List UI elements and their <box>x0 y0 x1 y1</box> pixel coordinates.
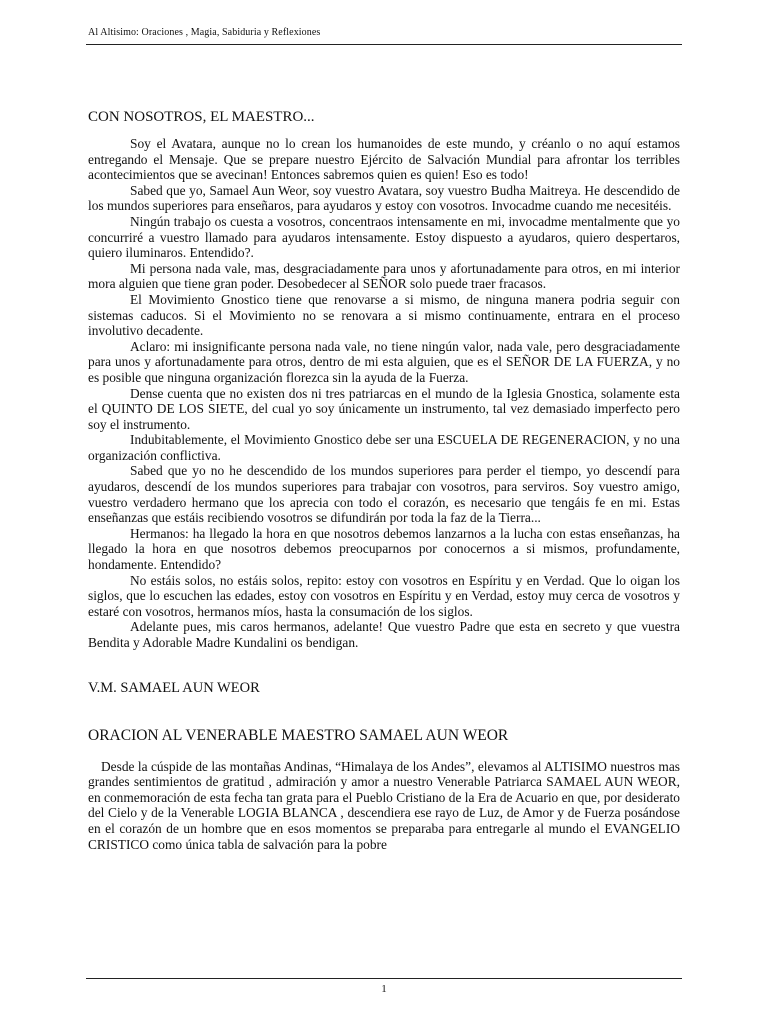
page-content <box>88 108 680 852</box>
running-header: Al Altisimo: Oraciones , Magia, Sabiduria y Reflexiones <box>88 27 321 38</box>
body-paragraph: Indubitablemente, el Movimiento Gnostico debe ser una ESCUELA DE REGENERACION, y no una organización conflictiva. <box>88 432 680 463</box>
body-paragraph: Sabed que yo no he descendido de los mundos superiores para perder el tiempo, yo descendí para ayudaros, descendí de los mundos superiores para trabajar con vosotros, para serviros. Soy vuestro amigo, vuestro verdadero hermano que los aprecia con todo el corazón, es necesario que tengáis fe en mi. Estas enseñanzas que estáis recibiendo vosotros se difundirán por toda la faz de la Tierra... <box>88 463 680 526</box>
body-paragraph: Adelante pues, mis caros hermanos, adelante! Que vuestro Padre que esta en secreto y que vuestra Bendita y Adorable Madre Kundalini os bendigan. <box>88 619 680 650</box>
signature: V.M. SAMAEL AUN WEOR <box>88 679 260 696</box>
footer-divider <box>86 978 682 979</box>
body-paragraph: Mi persona nada vale, mas, desgraciadamente para unos y afortunadamente para otros, en mi interior mora alguien que tiene gran poder. Desobedecer al SEÑOR solo puede traer fracasos. <box>88 260 680 292</box>
body-paragraph: Sabed que yo, Samael Aun Weor, soy vuestro Avatara, soy vuestro Budha Maitreya. He descendido de los mundos superiores para enseñaros, para ayudaros y estoy con vosotros. Invocadme cuando me necesitéis. <box>88 182 680 214</box>
body-paragraph: No estáis solos, no estáis solos, repito: estoy con vosotros en Espíritu y en Verdad. Que lo oigan los siglos, que lo escuchen las edades, estoy con vosotros en Espíritu y en Verdad, estoy muy cerca de vosotros y estaré con vosotros, hermanos míos, hasta la consumación de los siglos. <box>88 572 680 619</box>
body-text <box>88 136 680 651</box>
body-paragraph: Dense cuenta que no existen dos ni tres patriarcas en el mundo de la Iglesia Gnostica, solamente esta el QUINTO DE LOS SIETE, del cual yo soy únicamente un instrumento, tal vez demasiado imperfecto pero soy el instrumento. <box>88 385 680 432</box>
header-divider <box>86 44 682 45</box>
body-paragraph: Soy el Avatara, aunque no lo crean los humanoides de este mundo, y créanlo o no aquí estamos entregando el Mensaje. Que se prepare nuestro Ejército de Salvación Mundial para afrontar los terribles acontecimientos que se avecinan! Entonces sabremos quien es quien! Eso es todo! <box>88 136 680 183</box>
body-paragraph: Ningún trabajo os cuesta a vosotros, concentraos intensamente en mi, invocadme mentalmente que yo concurriré a vuestro llamado para ayudaros intensamente. Estoy dispuesto a ayudaros, quiero despertaros, quiero iluminaros. Entendido?. <box>88 213 680 261</box>
body-paragraph: Aclaro: mi insignificante persona nada vale, no tiene ningún valor, nada vale, pero desgraciadamente para unos y afortunadamente para otros, dentro de mi esta alguien, que es el SEÑOR DE LA FUERZA, y no es posible que ninguna organización florezca sin la ayuda de la Fuerza. <box>88 338 680 385</box>
prayer-paragraph: Desde la cúspide de las montañas Andinas, “Himalaya de los Andes”, elevamos al ALTISIMO nuestros mas grandes sentimientos de gratitud , admiración y amor a nuestro Venerable Patriarca SAMAEL AUN WEOR, en conmemoración de esta fecha tan grata para el Pueblo Cristiano de la Era de Acuario en que, por desiderato del Cielo y de la Venerable LOGIA BLANCA , descendiera ese rayo de Luz, de Amor y de Fuerza posándose en el corazón de un hombre que en esos momentos se preparaba para entregarle al mundo el EVANGELIO CRISTICO como única tabla de salvación para la pobre <box>88 758 680 852</box>
body-paragraph: El Movimiento Gnostico tiene que renovarse a si mismo, de ninguna manera podria seguir con sistemas caducos. Si el Movimiento no se renovara a si mismo continuamente, entrara en el proceso involutivo decadente. <box>88 291 680 339</box>
page-number: 1 <box>381 983 387 995</box>
prayer-body <box>88 759 680 853</box>
section-title: CON NOSOTROS, EL MAESTRO... <box>88 109 315 125</box>
prayer-title: ORACION AL VENERABLE MAESTRO SAMAEL AUN WEOR <box>88 726 509 744</box>
body-paragraph: Hermanos: ha llegado la hora en que nosotros debemos lanzarnos a la lucha con estas enseñanzas, ha llegado la hora en que nosotros debemos preocuparnos por conocernos a si mismos, profundamente, hondamente. Entendido? <box>88 525 680 573</box>
